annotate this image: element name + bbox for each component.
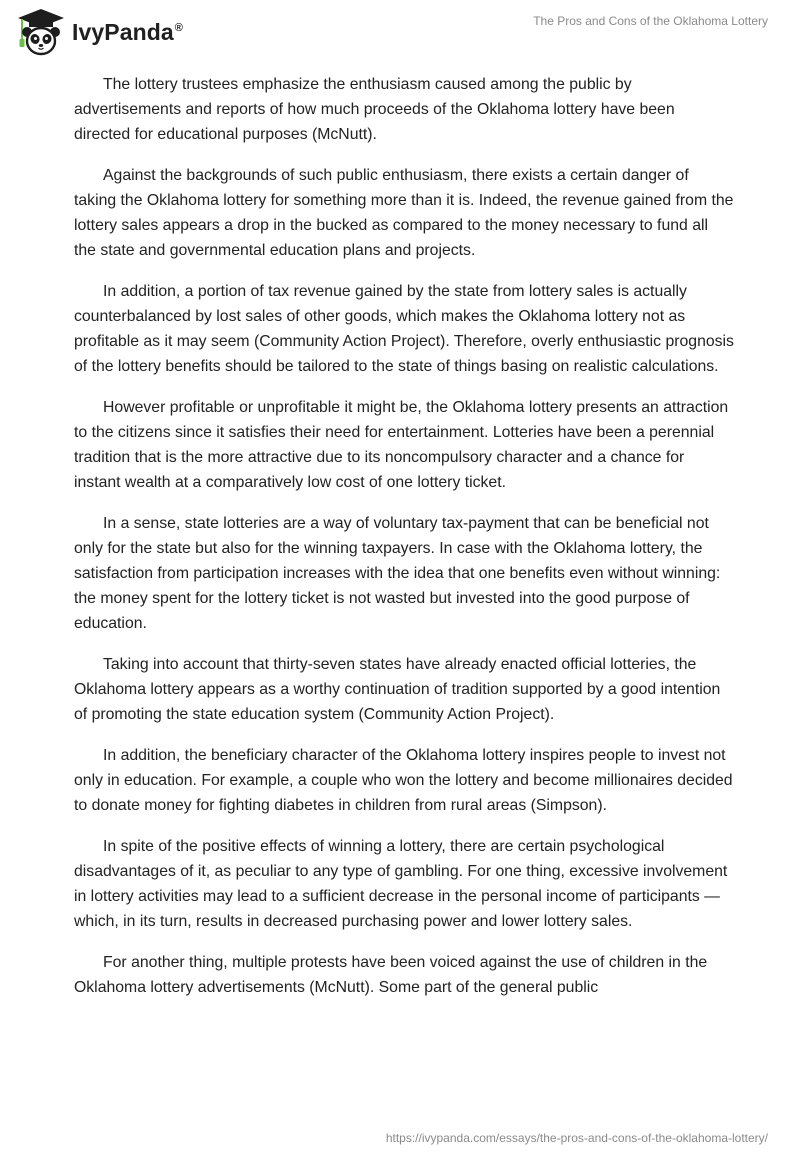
paragraph: Against the backgrounds of such public enthusiasm, there exists a certain danger of taking the Oklahoma lottery for something more than it is. Indeed, the revenue gained from the lottery sales appears a drop in the bucked as compared to the money necessary to fund all the state and governmental education plans and projects.: [74, 167, 734, 259]
paragraph: In addition, the beneficiary character of the Oklahoma lottery inspires people to invest not only in education. For example, a couple who won the lottery and become millionaires decided to donate money for fighting diabetes in children from rural areas (Simpson).: [74, 747, 733, 814]
paragraph: The lottery trustees emphasize the enthusiasm caused among the public by advertisements and reports of how much proceeds of the Oklahoma lottery have been directed for educational purposes (McNutt).: [74, 76, 675, 143]
paragraph: For another thing, multiple protests have been voiced against the use of children in the Oklahoma lottery advertisements (McNutt). Some part of the general public: [74, 954, 708, 996]
document-title: The Pros and Cons of the Oklahoma Lottery: [533, 14, 768, 28]
panda-graduate-icon: [14, 7, 68, 57]
paragraph: Taking into account that thirty-seven states have already enacted official lotteries, the Oklahoma lottery appears as a worthy continuation of tradition supported by a good intention of promoting the state education system (Community Action Project).: [74, 656, 721, 723]
registered-mark: ®: [174, 21, 184, 34]
paragraph: However profitable or unprofitable it might be, the Oklahoma lottery presents an attraction to the citizens since it satisfies their need for entertainment. Lotteries have been a perennial tradition that is the more attractive due to its noncompulsory character and a chance for instant wealth at a comparatively low cost of one lottery ticket.: [74, 399, 729, 491]
paragraph: In spite of the positive effects of winning a lottery, there are certain psychological disadvantages of it, as peculiar to any type of gambling. For one thing, excessive involvement in lottery activities may lead to a sufficient decrease in the personal income of participants — which, in its turn, results in decreased purchasing power and lower lottery sales.: [74, 838, 728, 930]
essay-body: [74, 72, 734, 1016]
paragraph: In a sense, state lotteries are a way of voluntary tax-payment that can be beneficial not only for the state but also for the winning taxpayers. In case with the Oklahoma lottery, the satisfaction from participation increases with the idea that one benefits even without winning: the money spent for the lottery ticket is not wasted but invested into the good purpose of education.: [74, 515, 721, 632]
logo-wordmark: IvyPanda®: [72, 18, 184, 45]
source-url[interactable]: https://ivypanda.com/essays/the-pros-and-cons-of-the-oklahoma-lottery/: [385, 1131, 768, 1145]
page-header: [0, 0, 800, 64]
site-logo[interactable]: [14, 6, 183, 58]
paragraph: In addition, a portion of tax revenue gained by the state from lottery sales is actually counterbalanced by lost sales of other goods, which makes the Oklahoma lottery not as profitable as it may seem (Community Action Project). Therefore, overly enthusiastic prognosis of the lottery benefits should be tailored to the state of things basing on realistic calculations.: [74, 283, 734, 375]
